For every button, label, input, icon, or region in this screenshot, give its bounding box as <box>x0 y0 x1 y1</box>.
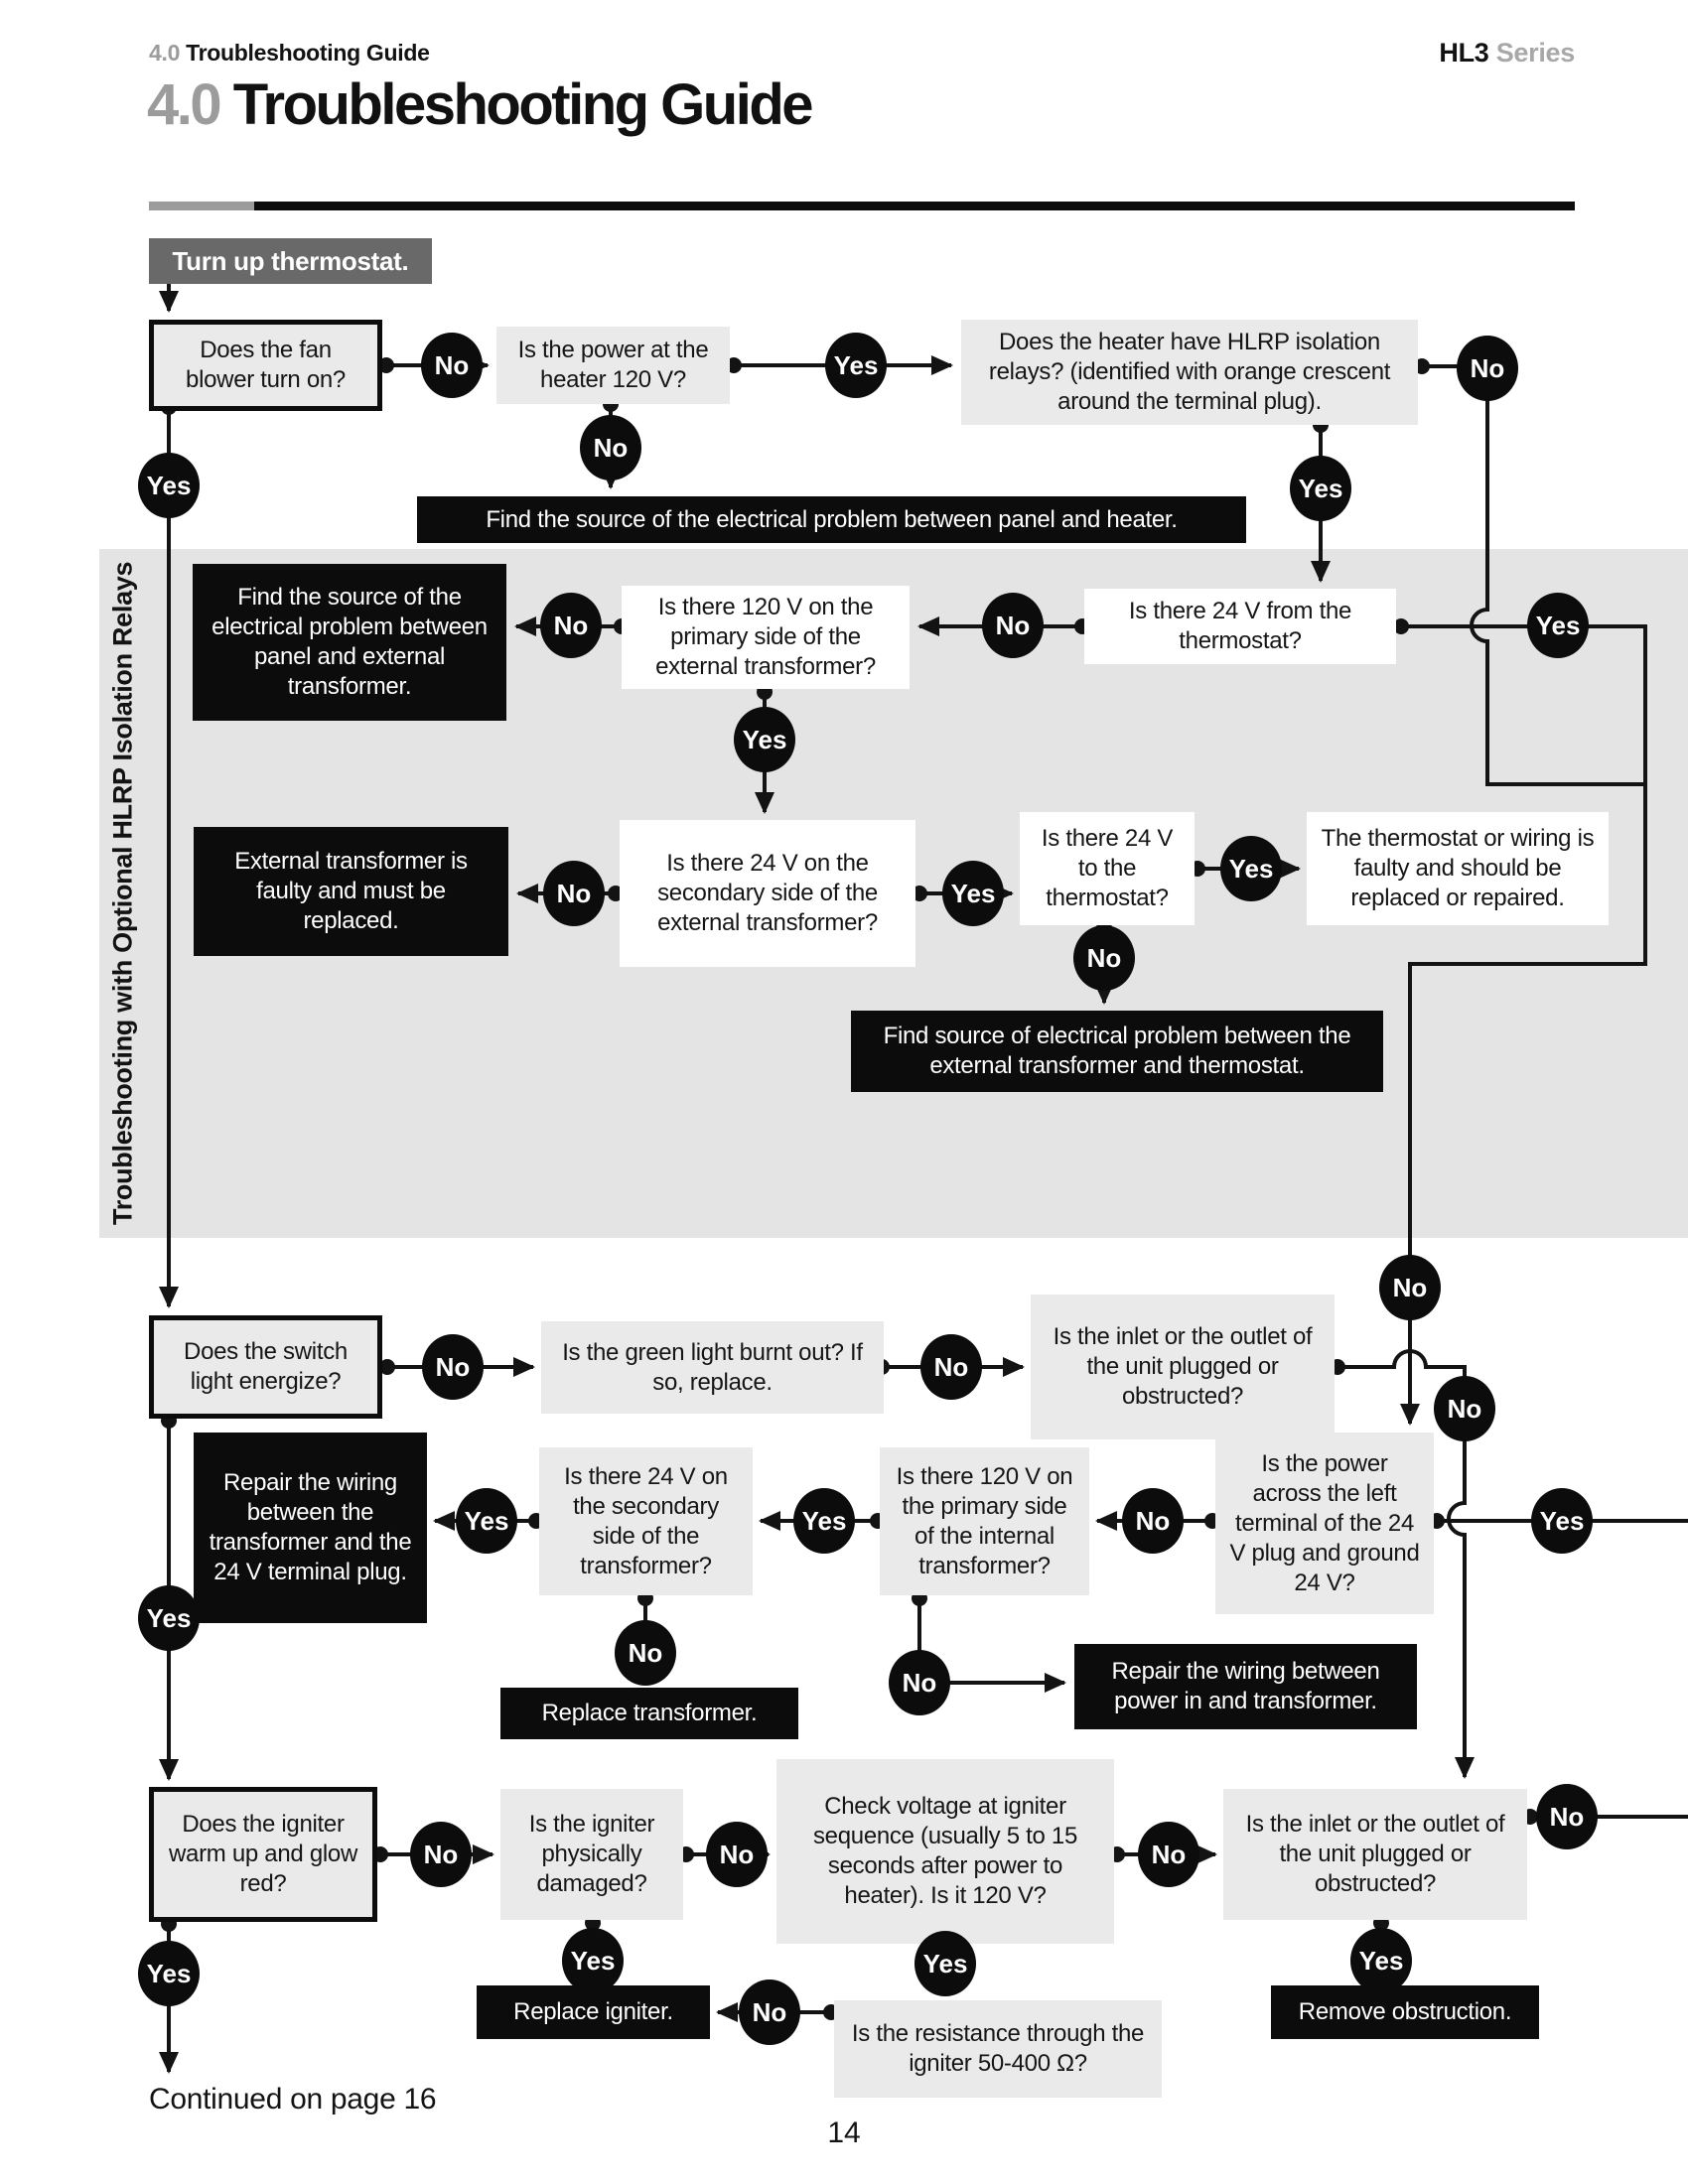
running-header-section-title: Troubleshooting Guide <box>186 40 430 66</box>
question-power-left-terminal: Is the power across the left terminal of the 24 V plug and ground 24 V? <box>1215 1433 1434 1614</box>
running-header-section-number: 4.0 <box>149 40 181 66</box>
decision-yes: Yes <box>734 707 795 772</box>
action-find-problem-panel-heater: Find the source of the electrical problem between panel and heater. <box>417 496 1246 543</box>
action-remove-obstruction: Remove obstruction. <box>1271 1985 1539 2039</box>
action-thermostat-wiring-faulty: The thermostat or wiring is faulty and should be replaced or repaired. <box>1307 812 1609 925</box>
action-external-transformer-faulty: External transformer is faulty and must be replaced. <box>194 827 508 956</box>
decision-no: No <box>580 415 641 480</box>
question-inlet-outlet-2: Is the inlet or the outlet of the unit plugged or obstructed? <box>1223 1789 1527 1920</box>
action-repair-wiring-24v-plug: Repair the wiring between the transformer and the 24 V terminal plug. <box>194 1433 427 1623</box>
question-igniter-damaged: Is the igniter physically damaged? <box>500 1789 683 1920</box>
question-fan-blower: Does the fan blower turn on? <box>149 320 382 411</box>
decision-no: No <box>540 593 602 658</box>
decision-no: No <box>1457 336 1518 401</box>
question-green-light: Is the green light burnt out? If so, replace. <box>541 1321 884 1414</box>
question-24v-to-thermostat: Is there 24 V to the thermostat? <box>1020 812 1195 925</box>
action-find-problem-panel-ext-transformer: Find the source of the electrical problem between panel and external transformer. <box>193 564 506 721</box>
question-hlrp-relays: Does the heater have HLRP isolation relays? (identified with orange crescent around the terminal plug). <box>961 320 1418 425</box>
product-series: Series <box>1495 38 1575 68</box>
decision-no: No <box>920 1334 982 1400</box>
question-24v-from-thermostat: Is there 24 V from the thermostat? <box>1084 589 1396 664</box>
decision-no: No <box>982 593 1044 658</box>
hlrp-section-label: Troubleshooting with Optional HLRP Isolation Relays <box>107 561 138 1226</box>
decision-yes: Yes <box>793 1488 855 1554</box>
decision-no: No <box>1434 1376 1495 1441</box>
decision-yes: Yes <box>1290 456 1351 521</box>
question-check-voltage-igniter: Check voltage at igniter sequence (usually 5 to 15 seconds after power to heater). Is it 120 V? <box>776 1759 1114 1944</box>
decision-no: No <box>889 1650 950 1715</box>
decision-no: No <box>1536 1784 1598 1849</box>
decision-yes: Yes <box>1527 593 1589 658</box>
question-igniter-glow: Does the igniter warm up and glow red? <box>149 1787 377 1922</box>
decision-yes: Yes <box>138 1585 200 1651</box>
action-find-problem-ext-thermostat: Find source of electrical problem between the external transformer and thermostat. <box>851 1011 1383 1092</box>
decision-yes: Yes <box>1350 1928 1412 1993</box>
question-24v-secondary-internal: Is there 24 V on the secondary side of the transformer? <box>539 1447 753 1595</box>
decision-no: No <box>543 861 605 926</box>
decision-no: No <box>422 1334 484 1400</box>
question-inlet-outlet-1: Is the inlet or the outlet of the unit plugged or obstructed? <box>1031 1295 1335 1439</box>
page-title-number: 4.0 <box>147 72 220 137</box>
decision-no: No <box>1138 1822 1199 1887</box>
decision-yes: Yes <box>825 333 887 398</box>
decision-yes: Yes <box>456 1488 517 1554</box>
product-name: HL3 <box>1439 38 1489 68</box>
decision-yes: Yes <box>138 1941 200 2006</box>
decision-no: No <box>421 333 483 398</box>
question-24v-secondary-external: Is there 24 V on the secondary side of the external transformer? <box>620 820 915 967</box>
decision-no: No <box>1122 1488 1184 1554</box>
decision-yes: Yes <box>942 861 1004 926</box>
question-120v-primary-external: Is there 120 V on the primary side of the external transformer? <box>622 586 910 689</box>
page-number: 14 <box>827 2116 861 2149</box>
decision-yes: Yes <box>138 453 200 518</box>
action-replace-igniter: Replace igniter. <box>477 1985 710 2039</box>
page-title-text: Troubleshooting Guide <box>232 72 812 137</box>
decision-no: No <box>410 1822 472 1887</box>
decision-no: No <box>615 1620 676 1686</box>
decision-yes: Yes <box>1220 836 1282 901</box>
decision-yes: Yes <box>562 1928 624 1993</box>
decision-no: No <box>1379 1255 1441 1320</box>
decision-yes: Yes <box>914 1931 976 1996</box>
question-power-at-heater: Is the power at the heater 120 V? <box>496 327 730 404</box>
start-box-turn-up-thermostat: Turn up thermostat. <box>149 238 432 284</box>
decision-yes: Yes <box>1531 1488 1593 1554</box>
action-repair-wiring-power-in: Repair the wiring between power in and transformer. <box>1074 1644 1417 1729</box>
question-switch-light: Does the switch light energize? <box>149 1315 382 1419</box>
decision-no: No <box>1073 925 1135 991</box>
question-igniter-resistance: Is the resistance through the igniter 50-400 Ω? <box>834 2000 1162 2098</box>
continued-note: Continued on page 16 <box>149 2083 437 2116</box>
decision-no: No <box>706 1822 768 1887</box>
question-120v-primary-internal: Is there 120 V on the primary side of the internal transformer? <box>880 1447 1089 1595</box>
action-replace-transformer: Replace transformer. <box>500 1688 798 1739</box>
decision-no: No <box>739 1979 800 2045</box>
